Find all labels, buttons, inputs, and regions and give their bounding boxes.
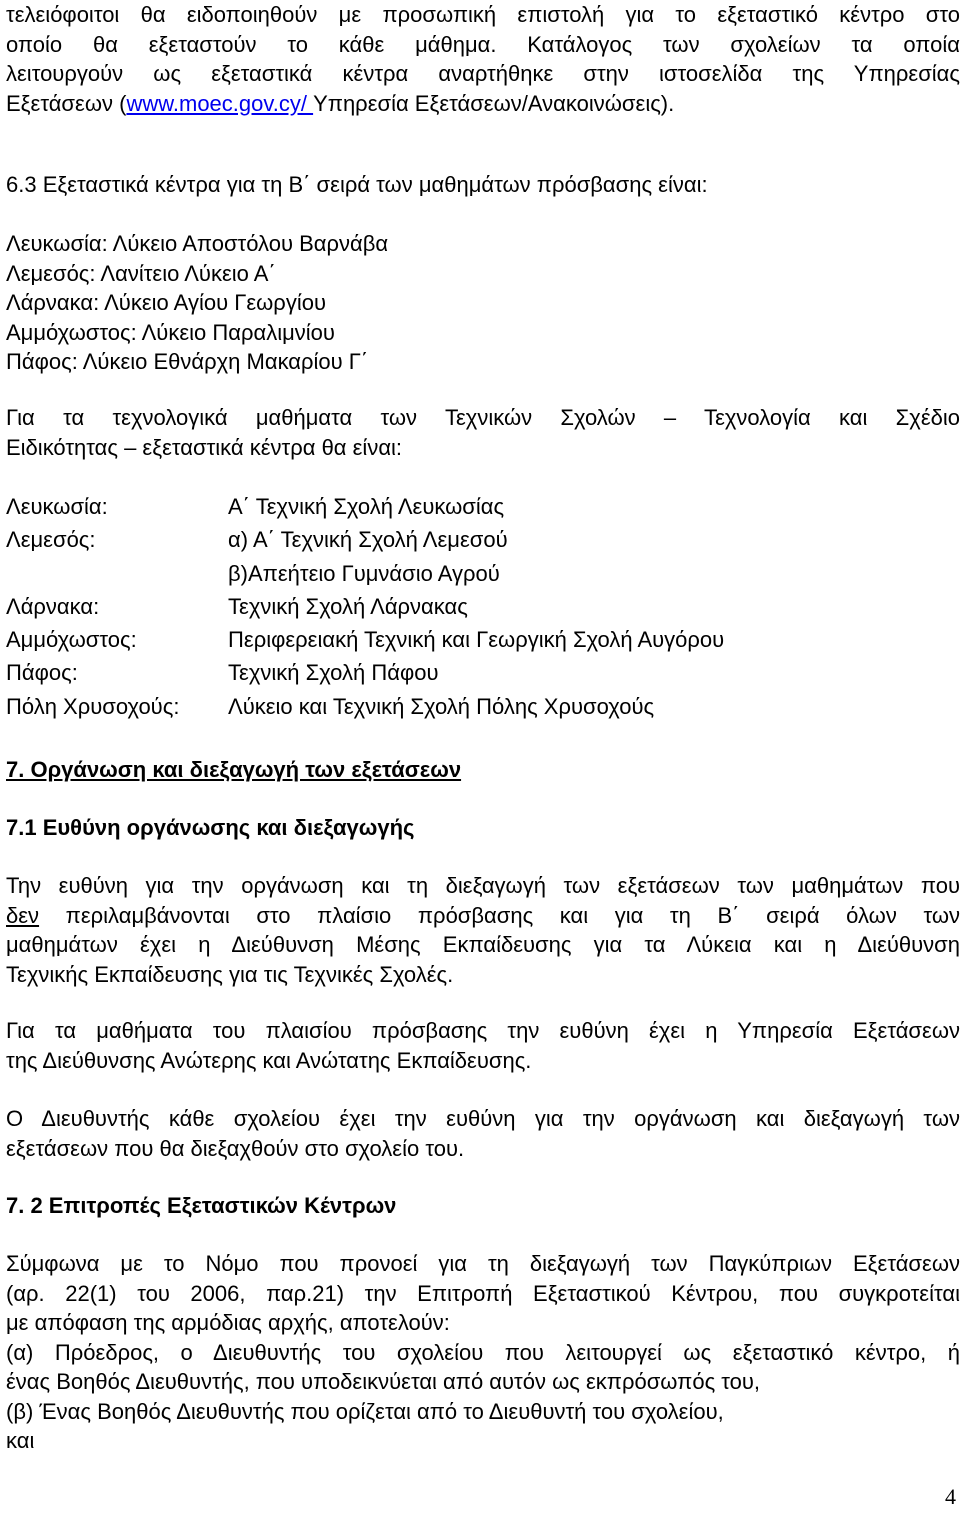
district-label: Αμμόχωστος: bbox=[6, 627, 137, 653]
district-label: Λευκωσία: bbox=[6, 494, 108, 519]
centre-item: Λευκωσία: Λύκειο Αποστόλου Βαρνάβα bbox=[6, 231, 389, 256]
table-row bbox=[6, 656, 960, 689]
section-heading-text: 6.3 Εξεταστικά κέντρα για τη Β΄ σειρά των μαθημάτων πρόσβασης είναι: bbox=[6, 172, 708, 197]
paragraph-responsibility bbox=[6, 871, 960, 989]
district-label: Πάφος: bbox=[6, 660, 78, 686]
centre-item: Λάρνακα: Λύκειο Αγίου Γεωργίου bbox=[6, 290, 326, 315]
district-label bbox=[6, 557, 228, 590]
intro-line: λειτουργούν ως εξεταστικά κέντρα αναρτήθηκε στην ιστοσελίδα της Υπηρεσίας bbox=[6, 61, 960, 86]
moec-website-link[interactable]: www.moec.gov.cy/ bbox=[126, 90, 314, 116]
intro-line: οποίο θα εξεταστούν το κάθε μάθημα. Κατάλογος των σχολείων τα οποία bbox=[6, 31, 960, 57]
underlined-word: δεν bbox=[6, 902, 40, 928]
section-heading-wrapper bbox=[6, 755, 960, 785]
paragraph-line: εξετάσεων που θα διεξαχθούν στο σχολείο του. bbox=[6, 1135, 465, 1161]
paragraph-line: Τεχνικής Εκπαίδευσης για τις Τεχνικές Σχολές. bbox=[6, 961, 454, 987]
intro-line-with-link bbox=[6, 89, 960, 119]
intro-line: τελειόφοιτοι θα ειδοποιηθούν με προσωπική επιστολή για το εξεταστικό κέντρο στο bbox=[6, 2, 960, 27]
paragraph-committees bbox=[6, 1249, 960, 1456]
district-label: Λεμεσός: bbox=[6, 527, 96, 553]
table-row bbox=[6, 523, 960, 556]
section-7-2-heading bbox=[6, 1191, 960, 1221]
school-name: Περιφερειακή Τεχνική και Γεωργική Σχολή Αυγόρου bbox=[228, 627, 725, 653]
district-label: Λάρνακα: bbox=[6, 593, 100, 619]
school-name: β)Απεήτειο Γυμνάσιο Αγρού bbox=[228, 560, 500, 586]
table-row bbox=[6, 690, 960, 723]
technical-line: Για τα τεχνολογικά μαθήματα των Τεχνικών Σχολών – Τεχνολογία και Σχέδιο bbox=[6, 405, 960, 430]
school-name: Τεχνική Σχολή Πάφου bbox=[228, 660, 439, 686]
section-7-heading bbox=[6, 755, 960, 785]
paragraph-line: Την ευθύνη για την οργάνωση και τη διεξαγωγή των εξετάσεων των μαθημάτων που bbox=[6, 873, 960, 898]
table-row bbox=[6, 623, 960, 656]
section-7-1-heading bbox=[6, 813, 960, 843]
centre-item: Αμμόχωστος: Λύκειο Παραλιμνίου bbox=[6, 319, 335, 345]
intro-text: Εξετάσεων ( bbox=[6, 90, 127, 116]
paragraph-line: με απόφαση της αρμόδιας αρχής, αποτελούν: bbox=[6, 1310, 450, 1335]
technical-line: Ειδικότητας – εξεταστικά κέντρα θα είναι: bbox=[6, 434, 403, 460]
table-row bbox=[6, 590, 960, 623]
school-name: α) Α΄ Τεχνική Σχολή Λεμεσού bbox=[228, 527, 508, 553]
school-name: Α΄ Τεχνική Σχολή Λευκωσίας bbox=[228, 494, 505, 519]
paragraph-line: μαθημάτων έχει η Διεύθυνση Μέσης Εκπαίδευσης για τα Λύκεια και η Διεύθυνση bbox=[6, 932, 960, 957]
page-number: 4 bbox=[945, 1484, 956, 1509]
paragraph-line: ένας Βοηθός Διευθυντής, που υποδεικνύεται από αυτόν ως εκπρόσωπός του, bbox=[6, 1369, 761, 1394]
school-name: Λύκειο και Τεχνική Σχολή Πόλης Χρυσοχούς bbox=[228, 693, 655, 719]
paragraph-director bbox=[6, 1104, 960, 1163]
paragraph-line-underlined bbox=[6, 901, 960, 931]
paragraph-line: (β) Ένας Βοηθός Διευθυντής που ορίζεται από το Διευθυντή του σχολείου, bbox=[6, 1398, 724, 1424]
section-heading-text: 7. Οργάνωση και διεξαγωγή των εξετάσεων bbox=[6, 757, 462, 782]
paragraph-line: της Διεύθυνσης Ανώτερης και Ανώτατης Εκπαίδευσης. bbox=[6, 1047, 532, 1073]
technical-subjects-paragraph bbox=[6, 403, 960, 462]
section-6-3-heading bbox=[6, 170, 960, 200]
paragraph-line: (αρ. 22(1) του 2006, παρ.21) την Επιτροπή Εξεταστικού Κέντρου, που συγκροτείται bbox=[6, 1280, 960, 1306]
subsection-heading-text: 7. 2 Επιτροπές Εξεταστικών Κέντρων bbox=[6, 1193, 397, 1218]
paragraph-line: (α) Πρόεδρος, ο Διευθυντής του σχολείου που λειτουργεί ως εξεταστικό κέντρο, ή bbox=[6, 1339, 960, 1365]
technical-centres-table bbox=[6, 490, 960, 723]
intro-text: Υπηρεσία Εξετάσεων/Ανακοινώσεις). bbox=[313, 90, 675, 116]
paragraph-line: Σύμφωνα με το Νόμο που προνοεί για τη διεξαγωγή των Παγκύπριων Εξετάσεων bbox=[6, 1251, 960, 1276]
paragraph-text: περιλαμβάνονται στο πλαίσιο πρόσβασης και για τη Β΄ σειρά όλων των bbox=[39, 902, 960, 928]
district-label: Πόλη Χρυσοχούς: bbox=[6, 693, 180, 719]
table-row bbox=[6, 490, 960, 523]
centre-item: Λεμεσός: Λανίτειο Λύκειο Α΄ bbox=[6, 260, 276, 286]
paragraph-line: Για τα μαθήματα του πλαισίου πρόσβασης την ευθύνη έχει η Υπηρεσία Εξετάσεων bbox=[6, 1018, 960, 1043]
subsection-heading-text: 7.1 Ευθύνη οργάνωσης και διεξαγωγής bbox=[6, 815, 415, 840]
paragraph-line: Ο Διευθυντής κάθε σχολείου έχει την ευθύνη για την οργάνωση και διεξαγωγή των bbox=[6, 1106, 960, 1131]
paragraph-line: και bbox=[6, 1428, 35, 1453]
centre-item: Πάφος: Λύκειο Εθνάρχη Μακαρίου Γ΄ bbox=[6, 349, 369, 374]
paragraph-access-framework bbox=[6, 1016, 960, 1075]
intro-paragraph bbox=[6, 0, 960, 118]
table-row bbox=[6, 557, 960, 590]
school-name: Τεχνική Σχολή Λάρνακας bbox=[228, 593, 468, 619]
exam-centres-list bbox=[6, 229, 960, 377]
